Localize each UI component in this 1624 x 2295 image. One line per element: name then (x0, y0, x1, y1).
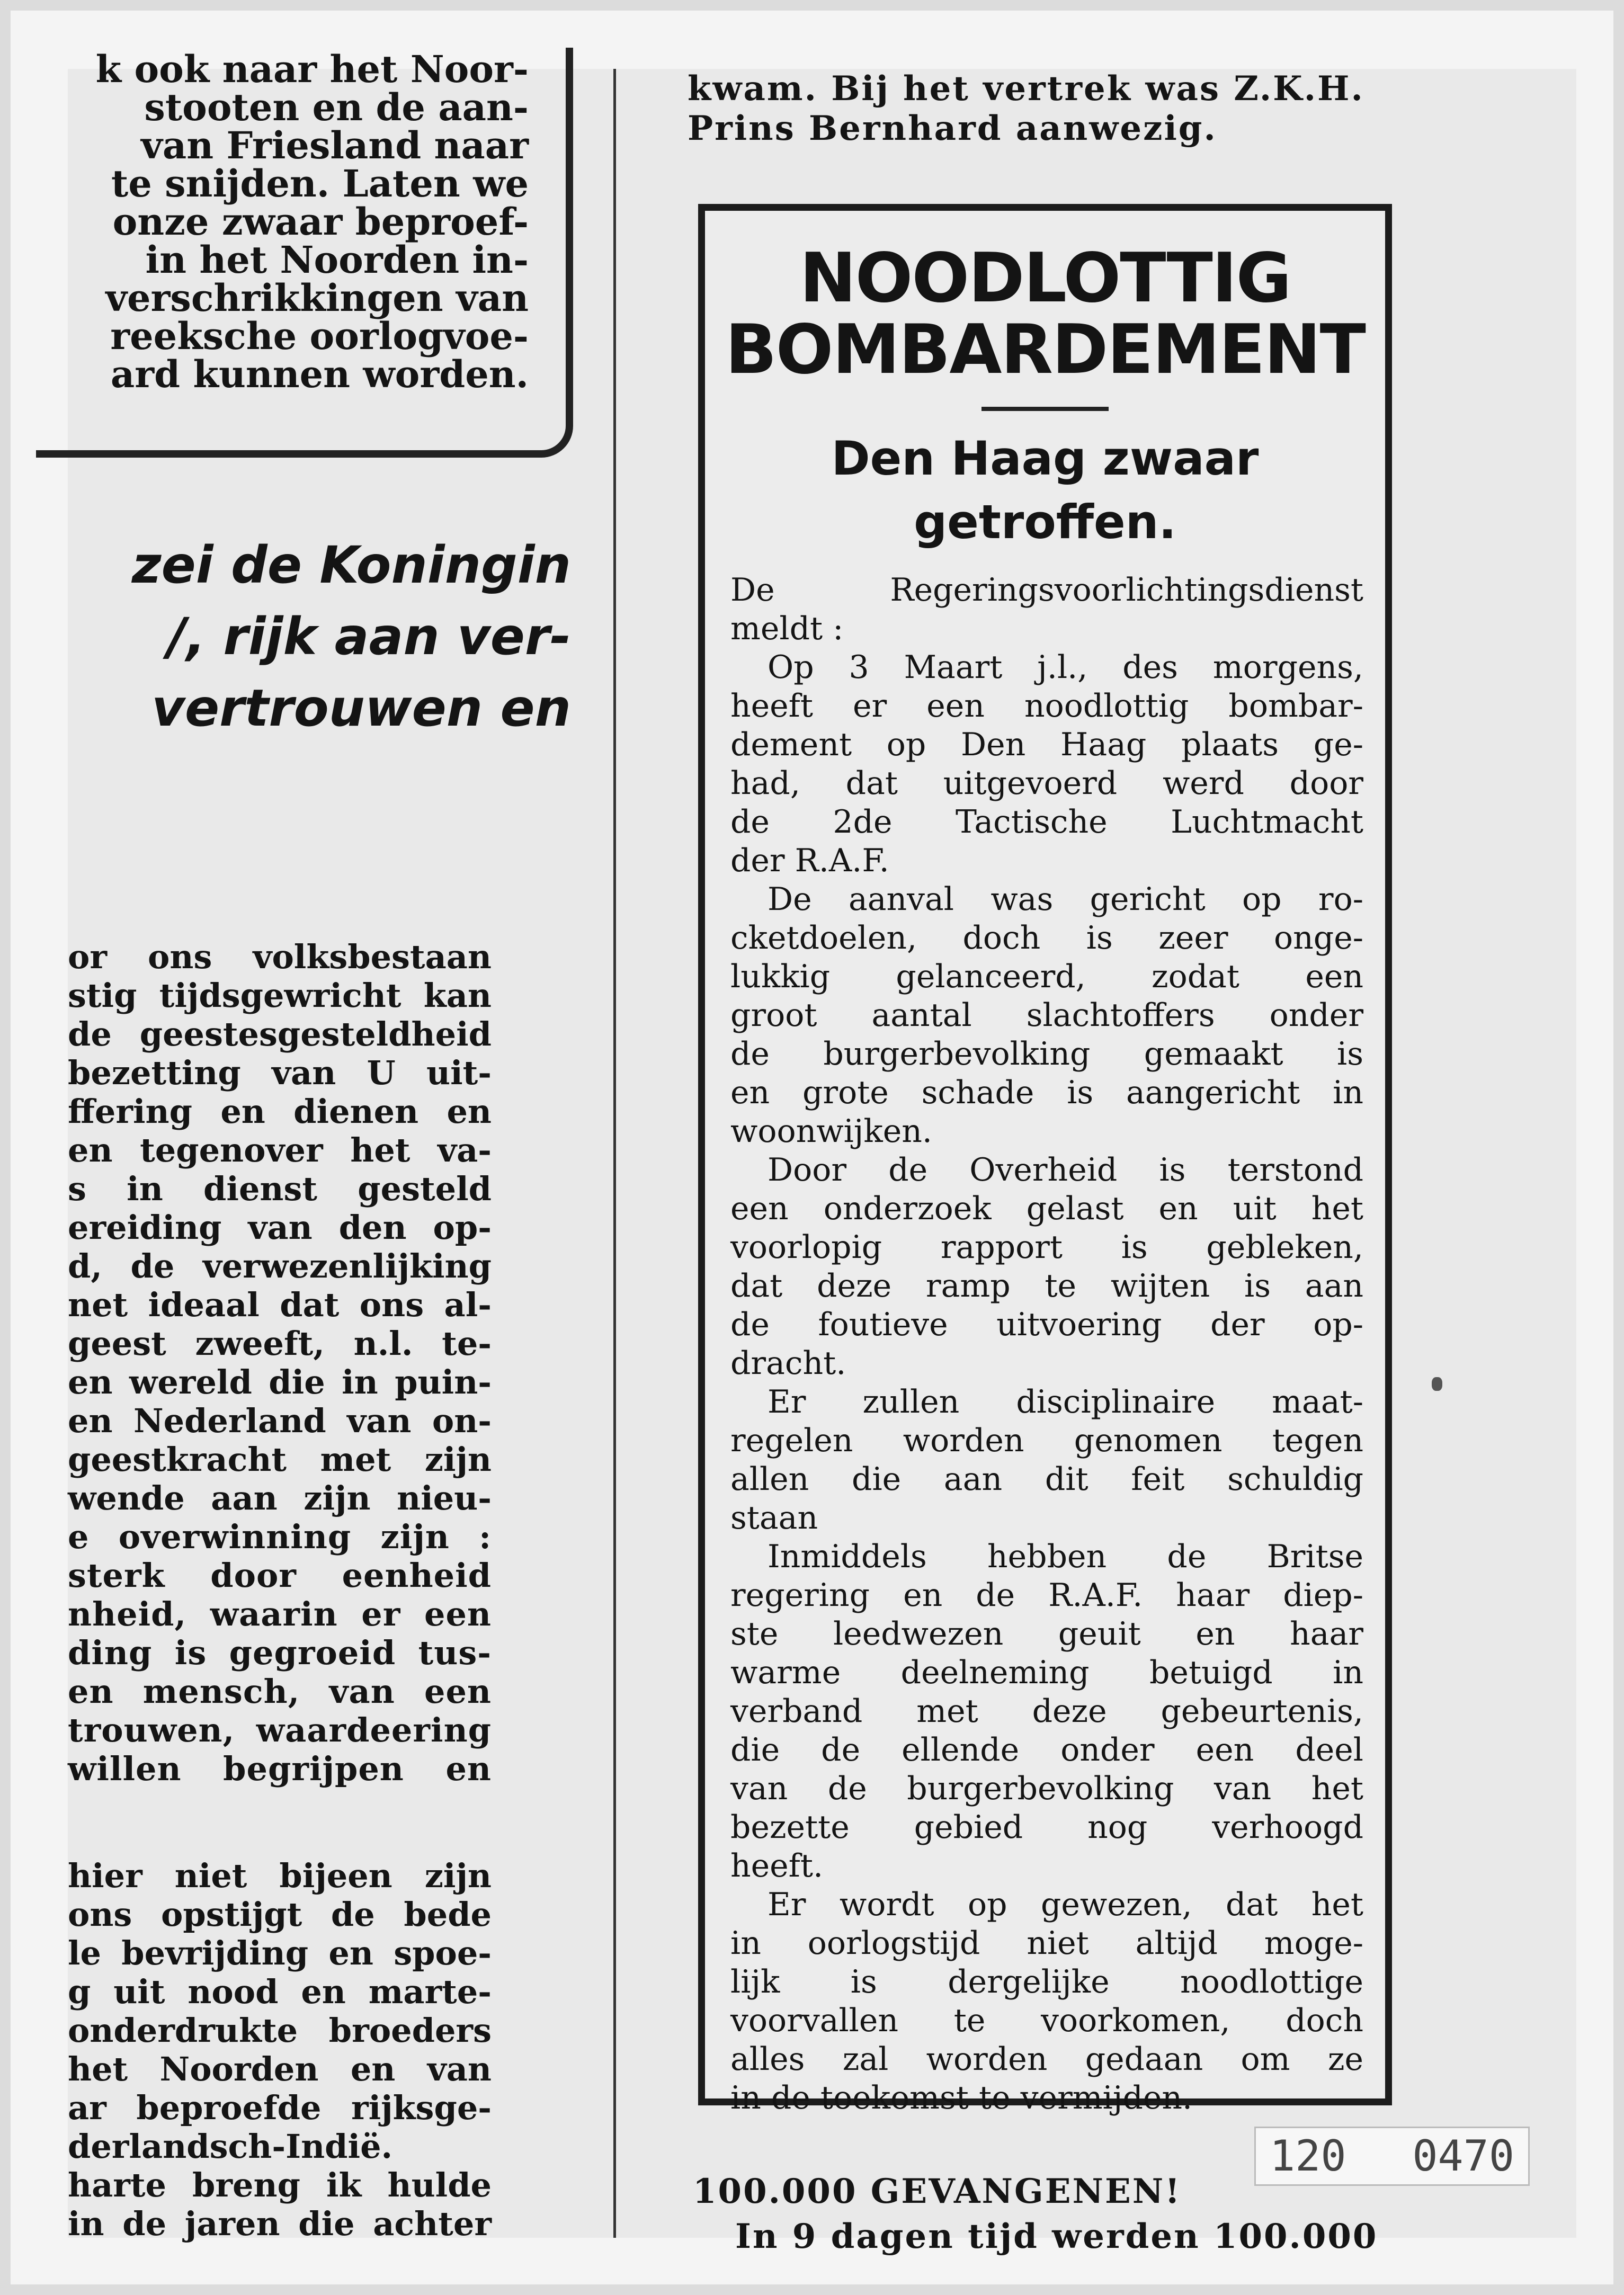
text-line: en wereld die in puin- (68, 1363, 492, 1401)
boxed-article (698, 204, 1392, 2117)
title-rule (981, 407, 1109, 411)
text-line: geestkracht met zijn (68, 1440, 492, 1479)
boxed-line: onze zwaar beproef- (112, 200, 529, 244)
body-line: had, dat uitgevoerd werd door (730, 765, 1363, 802)
text-line: en Nederland van on- (68, 1401, 492, 1440)
article-subtitle (705, 427, 1385, 554)
text-line: geest zweeft, n.l. te- (68, 1324, 492, 1363)
left-headline (68, 530, 571, 744)
column-divider (613, 69, 616, 2238)
archive-number-right: 0470 (1412, 2131, 1514, 2181)
body-line: dracht. (730, 1345, 846, 1382)
boxed-line: k ook naar het Noor- (95, 47, 529, 91)
body-line: een onderzoek gelast en uit het (730, 1190, 1363, 1227)
left-paragraph-1 (68, 937, 492, 1517)
body-line: ste leedwezen geuit en haar (730, 1615, 1363, 1653)
body-line: Op 3 Maart j.l., des morgens, (768, 649, 1363, 686)
text-line: trouwen, waardeering (68, 1711, 492, 1749)
text-line: Prins Bernhard aanwezig. (688, 109, 1217, 148)
subtitle-line: Den Haag zwaar (831, 431, 1259, 486)
text-line: en mensch, van een (68, 1672, 492, 1711)
left-paragraph-3 (68, 1856, 492, 2243)
left-paragraph-2 (68, 1517, 492, 1788)
body-line: voorvallen te voorkomen, doch (730, 2002, 1363, 2039)
text-line: ereiding van den op- (68, 1208, 492, 1247)
text-line: sterk door eenheid (68, 1556, 492, 1595)
text-line: e overwinning zijn : (68, 1517, 492, 1556)
body-line: de foutieve uitvoering der op- (730, 1306, 1363, 1343)
body-line: dat deze ramp te wijten is aan (730, 1267, 1363, 1305)
body-line: bezette gebied nog verhoogd (730, 1809, 1363, 1846)
title-line: BOMBARDEMENT (725, 310, 1365, 389)
headline-line: vertrouwen en (151, 678, 571, 738)
text-line: hier niet bijeen zijn (68, 1856, 492, 1895)
boxed-line: in het Noorden in- (145, 238, 529, 282)
body-line: heeft. (730, 1847, 824, 1885)
text-line: ar beproefde rijksge- (68, 2088, 492, 2127)
body-line: cketdoelen, doch is zeer onge- (730, 919, 1363, 957)
boxed-text (52, 47, 529, 396)
body-line: warme deelneming betuigd in (730, 1654, 1363, 1691)
body-line: in de toekomst te vermijden. (730, 2079, 1193, 2117)
body-line: voorlopig rapport is gebleken, (730, 1229, 1363, 1266)
text-line: kwam. Bij het vertrek was Z.K.H. (688, 69, 1364, 109)
boxed-line: verschrikkingen van (105, 276, 529, 320)
body-line: der R.A.F. (730, 842, 889, 879)
text-line: het Noorden en van (68, 2050, 492, 2088)
text-line: ffering en dienen en (68, 1092, 492, 1131)
text-line: ons opstijgt de bede (68, 1895, 492, 1934)
body-line: en grote schade is aangericht in (730, 1074, 1363, 1111)
body-line: Inmiddels hebben de Britse (768, 1538, 1363, 1575)
print-speck (1432, 1377, 1442, 1391)
body-line: in oorlogstijd niet altijd moge- (730, 1925, 1363, 1962)
boxed-line: ard kunnen worden. (110, 352, 529, 396)
left-column (68, 47, 619, 2243)
archive-number-left: 120 (1270, 2131, 1346, 2181)
text-line: in de jaren die achter (68, 2204, 492, 2243)
body-line: die de ellende onder een deel (730, 1731, 1363, 1769)
text-line: s in dienst gesteld (68, 1169, 492, 1208)
boxed-line: reeksche oorlogvoe- (110, 314, 529, 358)
article-body (730, 571, 1363, 2118)
body-line: de burgerbevolking gemaakt is (730, 1035, 1363, 1073)
body-line: Er wordt op gewezen, dat het (768, 1886, 1363, 1923)
headline-line: zei de Koningin (131, 535, 571, 595)
text-line: derlandsch-Indië. (68, 2127, 393, 2166)
body-line: alles zal worden gedaan om ze (730, 2041, 1363, 2078)
text-line: bezetting van U uit- (68, 1053, 492, 1092)
body-line: heeft er een noodlottig bombar- (730, 687, 1363, 725)
body-line: De Regeringsvoorlichtingsdienst (730, 571, 1363, 609)
body-line: dement op Den Haag plaats ge- (730, 726, 1363, 763)
article-title (705, 239, 1385, 389)
body-line: woonwijken. (730, 1113, 932, 1150)
text-line: net ideaal dat ons al- (68, 1285, 492, 1324)
text-line: or ons volksbestaan (68, 937, 492, 976)
text-line: d, de verwezenlijking (68, 1247, 492, 1285)
boxed-line: van Friesland naar (141, 123, 529, 167)
text-line: le bevrijding en spoe- (68, 1934, 492, 1972)
boxed-line: stooten en de aan- (144, 85, 529, 129)
body-line: regering en de R.A.F. haar diep- (730, 1577, 1363, 1614)
text-line: wende aan zijn nieu- (68, 1479, 492, 1517)
body-line: regelen worden genomen tegen (730, 1422, 1363, 1459)
body-line: Door de Overheid is terstond (768, 1151, 1363, 1189)
text-line: g uit nood en marte- (68, 1972, 492, 2011)
top-continuation (688, 69, 1482, 148)
body-line: De aanval was gericht op ro- (768, 881, 1363, 918)
next-article-cut-line: In 9 dagen tijd werden 100.000 (735, 2217, 1378, 2256)
text-line: ding is gegroeid tus- (68, 1633, 492, 1672)
body-line: Er zullen disciplinaire maat- (768, 1383, 1363, 1421)
text-line: stig tijdsgewricht kan (68, 976, 492, 1015)
archive-number-stamp (1254, 2127, 1530, 2186)
headline-line: /, rijk aan ver- (167, 607, 571, 666)
body-line: de 2de Tactische Luchtmacht (730, 803, 1363, 841)
text-line: willen begrijpen en (68, 1749, 492, 1788)
body-line: van de burgerbevolking van het (730, 1770, 1363, 1807)
body-line: lijk is dergelijke noodlottige (730, 1963, 1363, 2001)
body-line: meldt : (730, 610, 844, 647)
next-article-headline: 100.000 GEVANGENEN! (693, 2172, 1182, 2211)
text-line: onderdrukte broeders (68, 2011, 492, 2050)
body-line: lukkig gelanceerd, zodat een (730, 958, 1363, 995)
body-line: groot aantal slachtoffers onder (730, 997, 1363, 1034)
body-line: verband met deze gebeurtenis, (730, 1693, 1363, 1730)
photo-sheet (11, 11, 1613, 2284)
body-line: allen die aan dit feit schuldig (730, 1461, 1363, 1498)
text-line: nheid, waarin er een (68, 1595, 492, 1633)
boxed-text-frame (36, 48, 573, 458)
boxed-line: te snijden. Laten we (111, 162, 529, 206)
title-line: NOODLOTTIG (799, 239, 1291, 318)
newspaper-clipping (68, 47, 1576, 2256)
subtitle-line: getroffen. (914, 495, 1176, 549)
text-line: en tegenover het va- (68, 1131, 492, 1169)
text-line: harte breng ik hulde (68, 2166, 492, 2204)
body-line: staan (730, 1499, 818, 1537)
text-line: de geestesgesteldheid (68, 1015, 492, 1053)
